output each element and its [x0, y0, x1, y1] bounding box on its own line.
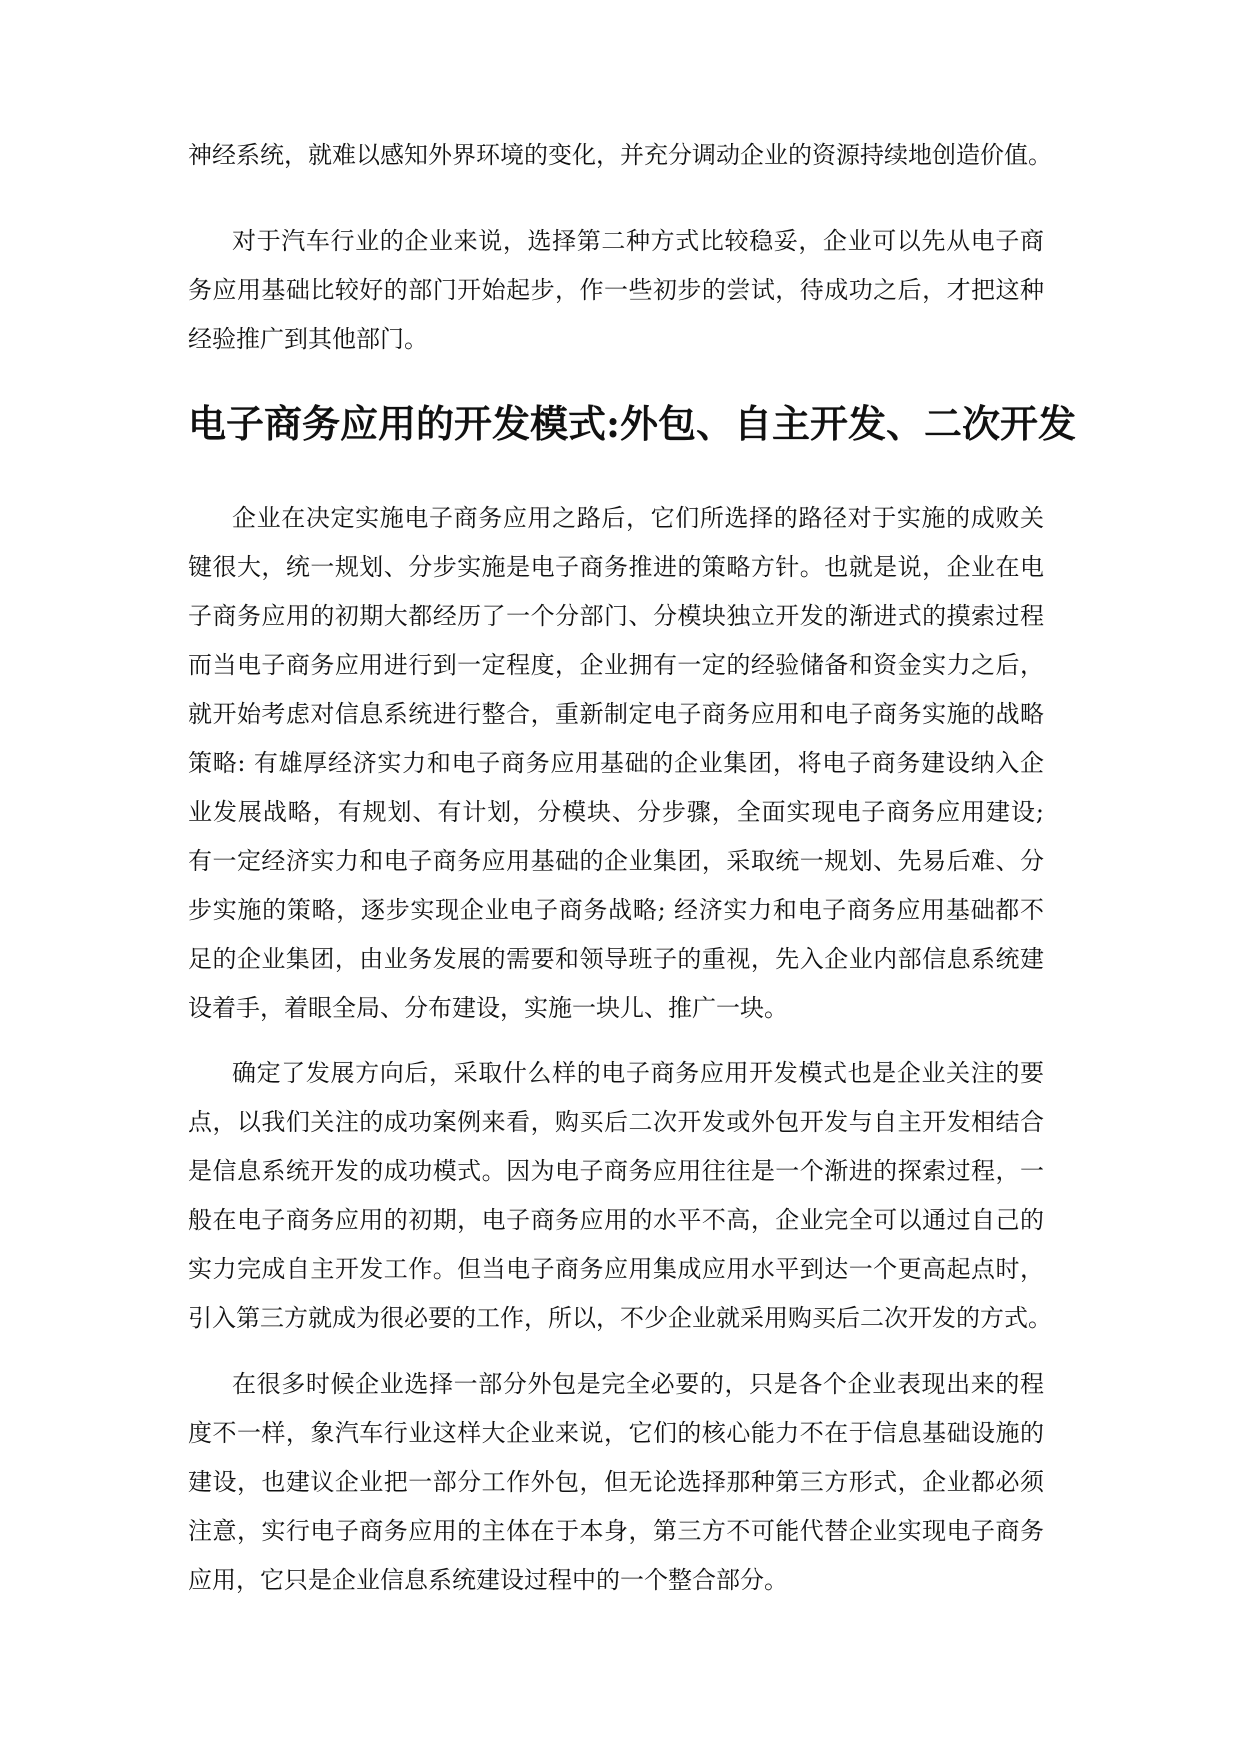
text-line: 企业在决定实施电子商务应用之路后，它们所选择的路径对于实施的成败关 [232, 504, 1044, 532]
text-line: 般在电子商务应用的初期，电子商务应用的水平不高，企业完全可以通过自己的 [188, 1206, 1044, 1234]
text-line: 键很大，统一规划、分步实施是电子商务推进的策略方针。也就是说，企业在电 [188, 553, 1044, 581]
text-line: 引入第三方就成为很必要的工作，所以，不少企业就采用购买后二次开发的方式。 [188, 1304, 1052, 1332]
text-line: 建设，也建议企业把一部分工作外包，但无论选择那种第三方形式，企业都必须 [188, 1468, 1044, 1496]
text-line: 业发展战略，有规划、有计划，分模块、分步骤，全面实现电子商务应用建设; [188, 798, 1044, 826]
text-line: 是信息系统开发的成功模式。因为电子商务应用往往是一个渐进的探索过程，一 [188, 1157, 1044, 1185]
text-line: 子商务应用的初期大都经历了一个分部门、分模块独立开发的渐进式的摸索过程 [188, 602, 1044, 630]
text-line: 注意，实行电子商务应用的主体在于本身，第三方不可能代替企业实现电子商务 [188, 1517, 1044, 1545]
text-line: 就开始考虑对信息系统进行整合，重新制定电子商务应用和电子商务实施的战略 [188, 700, 1044, 728]
text-line: 经验推广到其他部门。 [188, 325, 428, 353]
paragraph-implementation-path [188, 494, 1044, 1033]
text-line: 对于汽车行业的企业来说，选择第二种方式比较稳妥，企业可以先从电子商 [232, 227, 1044, 255]
section-heading: 电子商务应用的开发模式:外包、自主开发、二次开发 [188, 401, 1077, 446]
paragraph-development-mode [188, 1049, 1052, 1343]
text-line: 神经系统，就难以感知外界环境的变化，并充分调动企业的资源持续地创造价值。 [188, 141, 1052, 169]
text-line: 在很多时候企业选择一部分外包是完全必要的，只是各个企业表现出来的程 [232, 1370, 1044, 1398]
text-line: 应用，它只是企业信息系统建设过程中的一个整合部分。 [188, 1566, 788, 1594]
text-line: 点，以我们关注的成功案例来看，购买后二次开发或外包开发与自主开发相结合 [188, 1108, 1044, 1136]
text-line: 度不一样，象汽车行业这样大企业来说，它们的核心能力不在于信息基础设施的 [188, 1419, 1044, 1447]
text-line: 确定了发展方向后，采取什么样的电子商务应用开发模式也是企业关注的要 [232, 1059, 1044, 1087]
text-line: 而当电子商务应用进行到一定程度，企业拥有一定的经验储备和资金实力之后， [188, 651, 1044, 679]
paragraph-outsourcing [188, 1360, 1044, 1605]
text-line: 足的企业集团，由业务发展的需要和领导班子的重视，先入企业内部信息系统建 [188, 945, 1044, 973]
text-line: 务应用基础比较好的部门开始起步，作一些初步的尝试，待成功之后，才把这种 [188, 276, 1044, 304]
paragraph-automotive-strategy [188, 217, 1044, 364]
paragraph-intro-continuation [188, 131, 1052, 180]
text-line: 设着手，着眼全局、分布建设，实施一块儿、推广一块。 [188, 994, 788, 1022]
text-line: 策略: 有雄厚经济实力和电子商务应用基础的企业集团，将电子商务建设纳入企 [188, 749, 1044, 777]
text-line: 实力完成自主开发工作。但当电子商务应用集成应用水平到达一个更高起点时， [188, 1255, 1044, 1283]
text-line: 有一定经济实力和电子商务应用基础的企业集团，采取统一规划、先易后难、分 [188, 847, 1044, 875]
text-line: 步实施的策略，逐步实现企业电子商务战略; 经济实力和电子商务应用基础都不 [188, 896, 1044, 924]
